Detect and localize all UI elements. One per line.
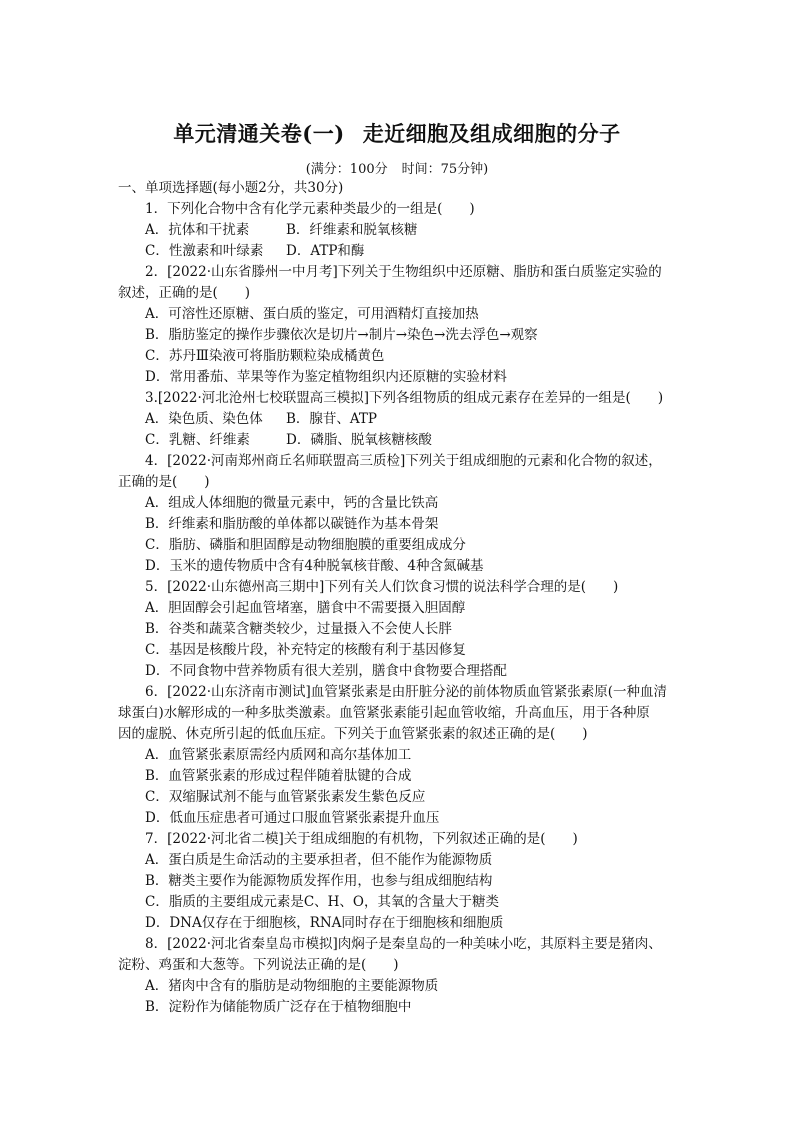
q5-option-d: D．不同食物中营养物质有很大差别，膳食中食物要合理搭配 — [145, 663, 507, 679]
q7-option-d: D．DNA仅存在于细胞核，RNA同时存在于细胞核和细胞质 — [145, 915, 504, 931]
q8-option-a: A．猪肉中含有的脂肪是动物细胞的主要能源物质 — [145, 978, 439, 994]
q5-stem: 5．[2022·山东德州高三期中]下列有关人们饮食习惯的说法科学合理的是( ) — [145, 579, 619, 595]
title-sub: 走近细胞及组成细胞的分子 — [362, 121, 621, 146]
q1-option-d: D．ATP和酶 — [286, 243, 365, 259]
q6-stem-2: 球蛋白)水解形成的一种多肽类激素。血管紧张素能引起血管收缩，升高血压，用于各种原 — [118, 705, 650, 721]
q6-stem-1: 6．[2022·山东济南市测试]血管紧张素是由肝脏分泌的前体物质血管紧张素原(一种血清 — [145, 684, 668, 700]
q3-option-c: C．乳糖、纤维素 — [145, 432, 250, 448]
q3-stem: 3.[2022·河北沧州七校联盟高三模拟]下列各组物质的组成元素存在差异的一组是( ) — [145, 390, 664, 406]
q3-option-a: A．染色质、染色体 — [145, 411, 263, 427]
q4-stem-1: 4．[2022·河南郑州商丘名师联盟高三质检]下列关于组成细胞的元素和化合物的叙述， — [145, 453, 662, 469]
q6-stem-3: 因的虚脱、休克所引起的低血压症。下列关于血管紧张素的叙述正确的是( ) — [118, 726, 588, 742]
q2-option-d: D．常用番茄、苹果等作为鉴定植物组织内还原糖的实验材料 — [145, 369, 507, 385]
q1-option-b: B．纤维素和脱氧核糖 — [286, 222, 418, 238]
time-limit: 时间：75分钟) — [401, 162, 489, 177]
q2-stem-2: 叙述，正确的是( ) — [118, 285, 251, 301]
q6-option-b: B．血管紧张素的形成过程伴随着肽键的合成 — [145, 768, 412, 784]
q4-option-b: B．纤维素和脂肪酸的单体都以碳链作为基本骨架 — [145, 516, 439, 532]
q2-stem-1: 2．[2022·山东省滕州一中月考]下列关于生物组织中还原糖、脂肪和蛋白质鉴定实验的 — [145, 264, 662, 280]
q8-stem-2: 淀粉、鸡蛋和大葱等。下列说法正确的是( ) — [118, 957, 399, 973]
q7-stem: 7．[2022·河北省二模]关于组成细胞的有机物，下列叙述正确的是( ) — [145, 831, 578, 847]
question-list — [118, 178, 680, 1018]
q1-options-cd — [118, 241, 680, 262]
q6-option-c: C．双缩脲试剂不能与血管紧张素发生紫色反应 — [145, 789, 426, 805]
q6-option-a: A．血管紧张素原需经内质网和高尔基体加工 — [145, 747, 412, 763]
q1-stem: 1．下列化合物中含有化学元素种类最少的一组是( ) — [145, 201, 475, 217]
q2-option-a: A．可溶性还原糖、蛋白质的鉴定，可用酒精灯直接加热 — [145, 306, 479, 322]
q7-option-b: B．糖类主要作为能源物质发挥作用，也参与组成细胞结构 — [145, 873, 493, 889]
exam-meta — [0, 158, 794, 177]
q4-option-c: C．脂肪、磷脂和胆固醇是动物细胞膜的重要组成成分 — [145, 537, 466, 553]
section-heading: 一、单项选择题(每小题2分，共30分) — [118, 180, 344, 196]
q4-option-a: A．组成人体细胞的微量元素中，钙的含量比铁高 — [145, 495, 439, 511]
q4-option-d: D．玉米的遗传物质中含有4种脱氧核苷酸、4种含氮碱基 — [145, 558, 484, 574]
q3-options-cd — [118, 430, 680, 451]
q2-option-c: C．苏丹Ⅲ染液可将脂肪颗粒染成橘黄色 — [145, 348, 385, 364]
q7-option-c: C．脂质的主要组成元素是C、H、O，其氧的含量大于糖类 — [145, 894, 499, 910]
q8-option-b: B．淀粉作为储能物质广泛存在于植物细胞中 — [145, 999, 412, 1015]
q2-option-b: B．脂肪鉴定的操作步骤依次是切片→制片→染色→洗去浮色→观察 — [145, 327, 538, 343]
q1-options-ab — [118, 220, 680, 241]
q4-stem-2: 正确的是( ) — [118, 474, 210, 490]
q1-option-c: C．性激素和叶绿素 — [145, 243, 264, 259]
q3-option-b: B．腺苷、ATP — [286, 411, 378, 427]
q5-option-c: C．基因是核酸片段，补充特定的核酸有利于基因修复 — [145, 642, 466, 658]
title-main: 单元清通关卷(一) — [173, 121, 345, 146]
full-score: (满分：100分 — [305, 162, 388, 177]
q5-option-b: B．谷类和蔬菜含糖类较少，过量摄入不会使人长胖 — [145, 621, 452, 637]
q3-options-ab — [118, 409, 680, 430]
q5-option-a: A．胆固醇会引起血管堵塞，膳食中不需要摄入胆固醇 — [145, 600, 466, 616]
q1-option-a: A．抗体和干扰素 — [145, 222, 250, 238]
q3-option-d: D．磷脂、脱氧核糖核酸 — [286, 432, 432, 448]
q7-option-a: A．蛋白质是生命活动的主要承担者，但不能作为能源物质 — [145, 852, 493, 868]
q6-option-d: D．低血压症患者可通过口服血管紧张素提升血压 — [145, 810, 440, 826]
q8-stem-1: 8．[2022·河北省秦皇岛市模拟]肉焖子是秦皇岛的一种美味小吃，其原料主要是猪肉、 — [145, 936, 662, 952]
page-title — [0, 118, 794, 148]
